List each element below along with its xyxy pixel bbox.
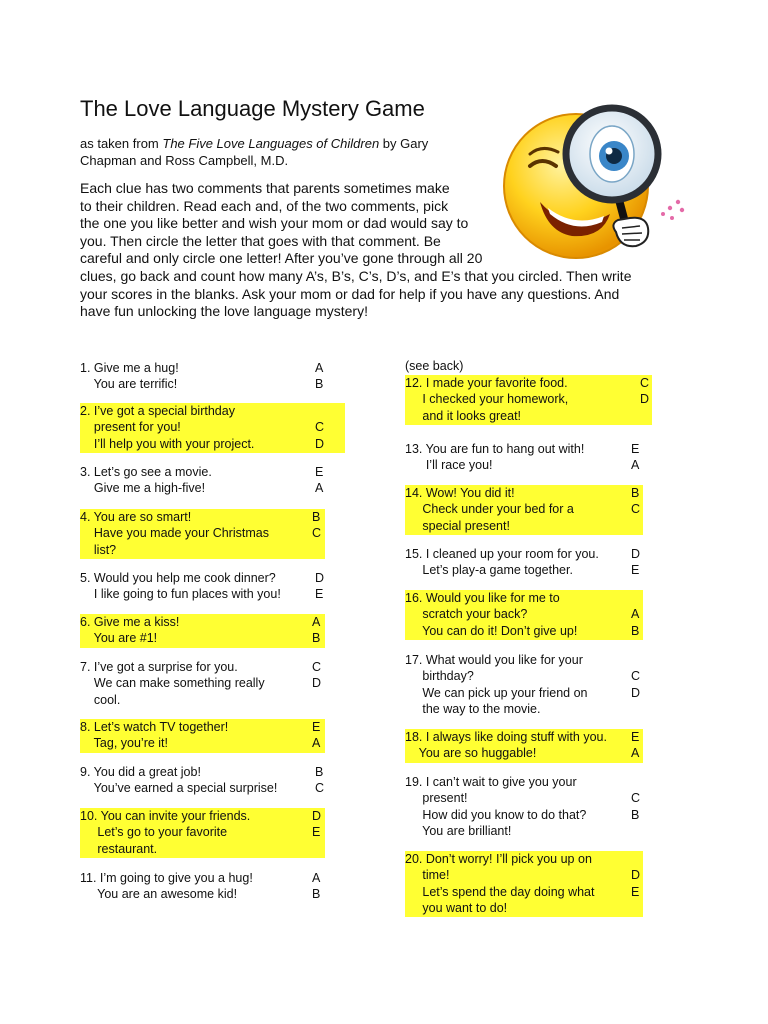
- smiley-magnifier-illustration: [500, 96, 692, 268]
- clue-text: I checked your homework,: [405, 392, 569, 407]
- clue-text: 19. I can’t wait to give you your: [405, 775, 577, 789]
- instructions-line: your scores in the blanks. Ask your mom or dad for help if you have any questions. And: [80, 285, 620, 302]
- clue-text: You are an awesome kid!: [80, 887, 238, 902]
- clue-item: [80, 870, 330, 904]
- clue-text: present for you!: [80, 420, 181, 435]
- instructions-line: have fun unlocking the love language mystery!: [80, 303, 368, 320]
- clue-item: [80, 808, 325, 858]
- clue-text: cool.: [80, 692, 121, 707]
- answer-letter[interactable]: B: [312, 887, 321, 902]
- answer-letter[interactable]: C: [631, 502, 641, 517]
- clue-text: you want to do!: [405, 900, 508, 915]
- answer-letter[interactable]: C: [631, 669, 641, 684]
- instructions-line: Each clue has two comments that parents sometimes make: [80, 180, 450, 196]
- clue-text: Let’s spend the day doing what: [405, 884, 595, 899]
- clue-text: 18. I always like doing stuff with you.: [405, 730, 607, 744]
- clue-text: special present!: [405, 518, 510, 533]
- clue-text: You are so huggable!: [405, 746, 537, 761]
- clue-text: 12. I made your favorite food.: [405, 376, 568, 390]
- answer-letter[interactable]: E: [312, 825, 321, 840]
- clue-text: I’ll race you!: [405, 458, 493, 473]
- answer-letter[interactable]: A: [312, 615, 321, 629]
- clue-text: restaurant.: [80, 841, 158, 856]
- clue-text: 15. I cleaned up your room for you.: [405, 547, 599, 561]
- clue-text: Tag, you’re it!: [80, 736, 169, 751]
- clue-text: 3. Let’s go see a movie.: [80, 465, 212, 479]
- clue-text: 9. You did a great job!: [80, 765, 201, 779]
- instructions-line: careful and only circle one letter! After you’ve gone through all 20: [80, 250, 483, 267]
- clue-item: [405, 851, 643, 917]
- clue-item: [405, 375, 652, 425]
- clue-text: 1. Give me a hug!: [80, 361, 179, 375]
- clue-item: [80, 764, 330, 798]
- clue-item: [80, 570, 330, 604]
- answer-letter[interactable]: D: [312, 809, 322, 823]
- clue-text: Give me a high-five!: [80, 481, 206, 496]
- answer-letter[interactable]: A: [315, 361, 324, 375]
- clue-item: [405, 590, 643, 640]
- clue-text: 7. I’ve got a surprise for you.: [80, 660, 238, 674]
- clue-text: How did you know to do that?: [405, 807, 587, 822]
- clue-item: [80, 360, 330, 394]
- clue-text: 5. Would you help me cook dinner?: [80, 571, 276, 585]
- clue-text: Check under your bed for a: [405, 502, 574, 517]
- answer-letter[interactable]: D: [315, 436, 325, 451]
- answer-letter[interactable]: B: [312, 631, 321, 646]
- subtitle: [80, 135, 480, 169]
- clue-item: [405, 729, 643, 763]
- answer-letter[interactable]: E: [312, 720, 321, 734]
- clue-item: [405, 652, 650, 718]
- clue-text: Let’s play-a game together.: [405, 563, 573, 578]
- clue-text: 16. Would you like for me to: [405, 591, 560, 605]
- instructions-line: the one you like better and wish your mom or dad would say to: [80, 215, 469, 232]
- subtitle-authors-1: by Gary: [379, 136, 429, 151]
- answer-letter[interactable]: E: [631, 442, 640, 456]
- clue-text: 2. I’ve got a special birthday: [80, 404, 235, 418]
- clue-item: [405, 546, 650, 580]
- clue-text: You are #1!: [80, 631, 158, 646]
- clue-item: [405, 441, 645, 475]
- clue-text: We can pick up your friend on: [405, 685, 588, 700]
- subtitle-authors-2: Chapman and Ross Campbell, M.D.: [80, 153, 289, 168]
- book-title: The Five Love Languages of Children: [162, 136, 380, 151]
- clue-text: You are terrific!: [80, 377, 178, 392]
- clue-text: 14. Wow! You did it!: [405, 486, 515, 500]
- clue-text: 11. I’m going to give you a hug!: [80, 871, 253, 885]
- answer-letter[interactable]: B: [315, 765, 324, 779]
- answer-letter[interactable]: A: [631, 458, 640, 473]
- clue-item: [80, 719, 325, 753]
- clue-text: scratch your back?: [405, 607, 528, 622]
- answer-letter[interactable]: A: [631, 607, 640, 622]
- answer-letter[interactable]: C: [315, 420, 325, 435]
- clue-text: list?: [80, 542, 117, 557]
- clue-item: [405, 774, 650, 840]
- clue-text: present!: [405, 791, 468, 806]
- answer-letter[interactable]: A: [312, 736, 321, 751]
- subtitle-prefix: as taken from: [80, 136, 163, 151]
- see-back-note: (see back): [405, 359, 464, 373]
- clue-text: 10. You can invite your friends.: [80, 809, 251, 823]
- answer-letter[interactable]: D: [312, 676, 322, 691]
- answer-letter[interactable]: D: [640, 392, 650, 407]
- answer-letter[interactable]: D: [631, 868, 641, 883]
- answer-letter[interactable]: C: [312, 660, 322, 674]
- clue-text: You are brilliant!: [405, 823, 512, 838]
- clue-item: [80, 509, 325, 559]
- clue-text: the way to the movie.: [405, 701, 541, 716]
- answer-letter[interactable]: D: [315, 571, 325, 585]
- clue-text: 17. What would you like for your: [405, 653, 583, 667]
- clue-item: [80, 464, 330, 498]
- clue-text: You’ve earned a special surprise!: [80, 781, 278, 796]
- clue-item: [80, 614, 325, 648]
- clue-item: [80, 659, 330, 709]
- answer-letter[interactable]: A: [315, 481, 324, 496]
- clue-text: I like going to fun places with you!: [80, 587, 281, 602]
- answer-letter[interactable]: C: [640, 376, 650, 390]
- clue-item: [405, 485, 643, 535]
- answer-letter[interactable]: A: [312, 871, 321, 885]
- answer-letter[interactable]: A: [631, 746, 640, 761]
- clue-text: and it looks great!: [405, 408, 522, 423]
- clue-text: time!: [405, 868, 450, 883]
- answer-letter[interactable]: E: [631, 563, 640, 578]
- clue-text: Have you made your Christmas: [80, 526, 269, 541]
- answer-letter[interactable]: C: [631, 791, 641, 806]
- answer-letter[interactable]: E: [315, 587, 324, 602]
- answer-letter[interactable]: C: [315, 781, 325, 796]
- answer-letter[interactable]: B: [315, 377, 324, 392]
- instructions-line: clues, go back and count how many A’s, B’s, C’s, D’s, and E’s that you circled. Then write: [80, 267, 632, 284]
- clue-text: birthday?: [405, 669, 474, 684]
- page-title: The Love Language Mystery Game: [80, 96, 425, 121]
- answer-letter[interactable]: D: [631, 547, 641, 561]
- clue-text: We can make something really: [80, 676, 265, 691]
- answer-letter[interactable]: C: [312, 526, 322, 541]
- clue-text: 8. Let’s watch TV together!: [80, 720, 229, 734]
- answer-letter[interactable]: E: [631, 884, 640, 899]
- clue-text: 6. Give me a kiss!: [80, 615, 180, 629]
- answer-letter[interactable]: B: [312, 510, 321, 524]
- instructions-line: you. Then circle the letter that goes with that comment. Be: [80, 232, 441, 249]
- clue-text: 13. You are fun to hang out with!: [405, 442, 585, 456]
- clue-text: Let’s go to your favorite: [80, 825, 228, 840]
- clue-text: You can do it! Don’t give up!: [405, 623, 578, 638]
- answer-letter[interactable]: B: [631, 623, 640, 638]
- clue-text: 20. Don’t worry! I’ll pick you up on: [405, 852, 592, 866]
- answer-letter[interactable]: E: [631, 730, 640, 744]
- answer-letter[interactable]: B: [631, 486, 640, 500]
- instructions-line: to their children. Read each and, of the two comments, pick: [80, 197, 449, 214]
- clue-text: 4. You are so smart!: [80, 510, 192, 524]
- clue-item: [80, 403, 345, 453]
- answer-letter[interactable]: B: [631, 807, 640, 822]
- answer-letter[interactable]: E: [315, 465, 324, 479]
- clue-text: I’ll help you with your project.: [80, 436, 255, 451]
- answer-letter[interactable]: D: [631, 685, 641, 700]
